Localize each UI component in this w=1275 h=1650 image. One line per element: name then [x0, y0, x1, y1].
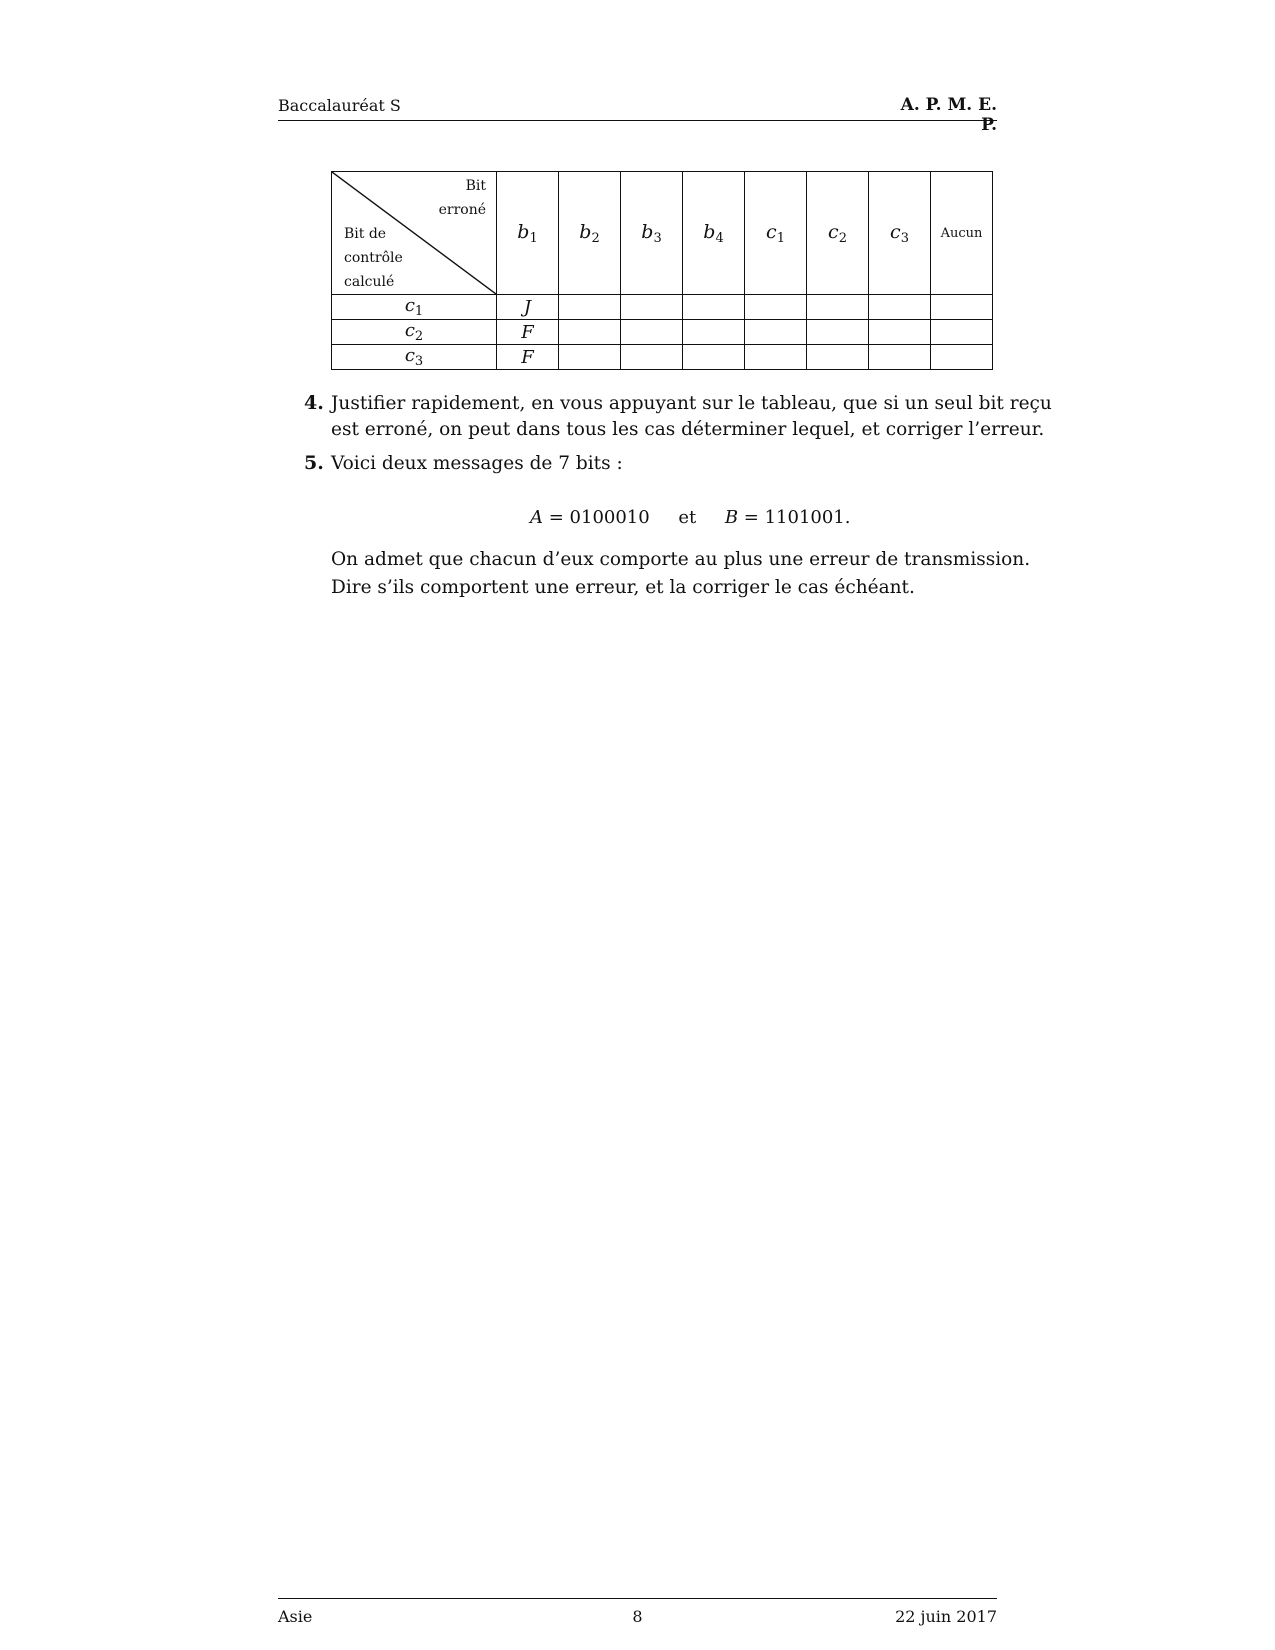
column-header-aucun: Aucun — [931, 172, 993, 295]
table-cell — [807, 320, 869, 345]
value-b: = 1101001. — [743, 507, 851, 528]
row-label: $c_2$ — [332, 320, 497, 345]
table-row — [332, 320, 993, 345]
table-corner-cell — [332, 172, 497, 295]
corner-top-line-1: Bit — [465, 178, 486, 194]
table-cell — [745, 320, 807, 345]
table-cell — [745, 345, 807, 370]
message-formula — [530, 507, 850, 528]
table-cell — [931, 345, 993, 370]
column-header: $b_3$ — [621, 172, 683, 295]
footer-right: 22 juin 2017 — [895, 1607, 997, 1626]
question-5-line-1: On admet que chacun d’eux comporte au plus une erreur de transmission. — [331, 549, 1031, 570]
error-table — [331, 171, 993, 370]
table-cell — [931, 320, 993, 345]
table-cell — [931, 295, 993, 320]
corner-bottom-line-2: contrôle — [344, 250, 403, 266]
footer-rule — [278, 1598, 997, 1599]
table-cell — [745, 295, 807, 320]
column-header: $c_1$ — [745, 172, 807, 295]
question-4-number: 4. — [304, 392, 324, 414]
corner-bottom-line-3: calculé — [344, 274, 395, 290]
page-number: 8 — [632, 1607, 643, 1626]
table-row — [332, 345, 993, 370]
table-header-row — [332, 172, 993, 295]
table-cell — [807, 295, 869, 320]
question-5-line-2: Dire s’ils comportent une erreur, et la corriger le cas échéant. — [331, 577, 915, 598]
column-header: $c_2$ — [807, 172, 869, 295]
row-label: $c_1$ — [332, 295, 497, 320]
table-cell — [621, 320, 683, 345]
footer-left: Asie — [278, 1607, 313, 1626]
header-left: Baccalauréat S — [278, 96, 401, 115]
value-a: = 0100010 — [548, 507, 650, 528]
question-5-intro: Voici deux messages de 7 bits : — [331, 453, 623, 474]
table-cell: F — [497, 320, 559, 345]
table-cell — [869, 345, 931, 370]
table-cell — [683, 345, 745, 370]
table-cell — [869, 295, 931, 320]
column-header: $b_2$ — [559, 172, 621, 295]
table-cell — [869, 320, 931, 345]
table-cell — [807, 345, 869, 370]
header-rule — [278, 120, 997, 121]
column-header: $b_1$ — [497, 172, 559, 295]
table-cell — [621, 345, 683, 370]
corner-top-line-2: erroné — [438, 202, 486, 218]
table-cell — [559, 295, 621, 320]
table-cell — [683, 320, 745, 345]
var-a: A — [530, 507, 543, 528]
table-cell: J — [497, 295, 559, 320]
column-header: $b_4$ — [683, 172, 745, 295]
question-5-number: 5. — [304, 452, 324, 474]
formula-connector: et — [678, 507, 697, 528]
column-header: $c_3$ — [869, 172, 931, 295]
header-right: A. P. M. E. P. — [900, 95, 997, 135]
table-cell — [559, 345, 621, 370]
row-label: $c_3$ — [332, 345, 497, 370]
var-b: B — [724, 507, 739, 528]
corner-bottom-line-1: Bit de — [344, 226, 387, 242]
question-4-line-2: est erroné, on peut dans tous les cas déterminer lequel, et corriger l’erreur. — [331, 419, 1045, 440]
table-row — [332, 295, 993, 320]
table-cell — [683, 295, 745, 320]
table-cell — [621, 295, 683, 320]
table-cell — [559, 320, 621, 345]
table-cell: F — [497, 345, 559, 370]
question-4-line-1: Justifier rapidement, en vous appuyant sur le tableau, que si un seul bit reçu — [331, 393, 1052, 414]
